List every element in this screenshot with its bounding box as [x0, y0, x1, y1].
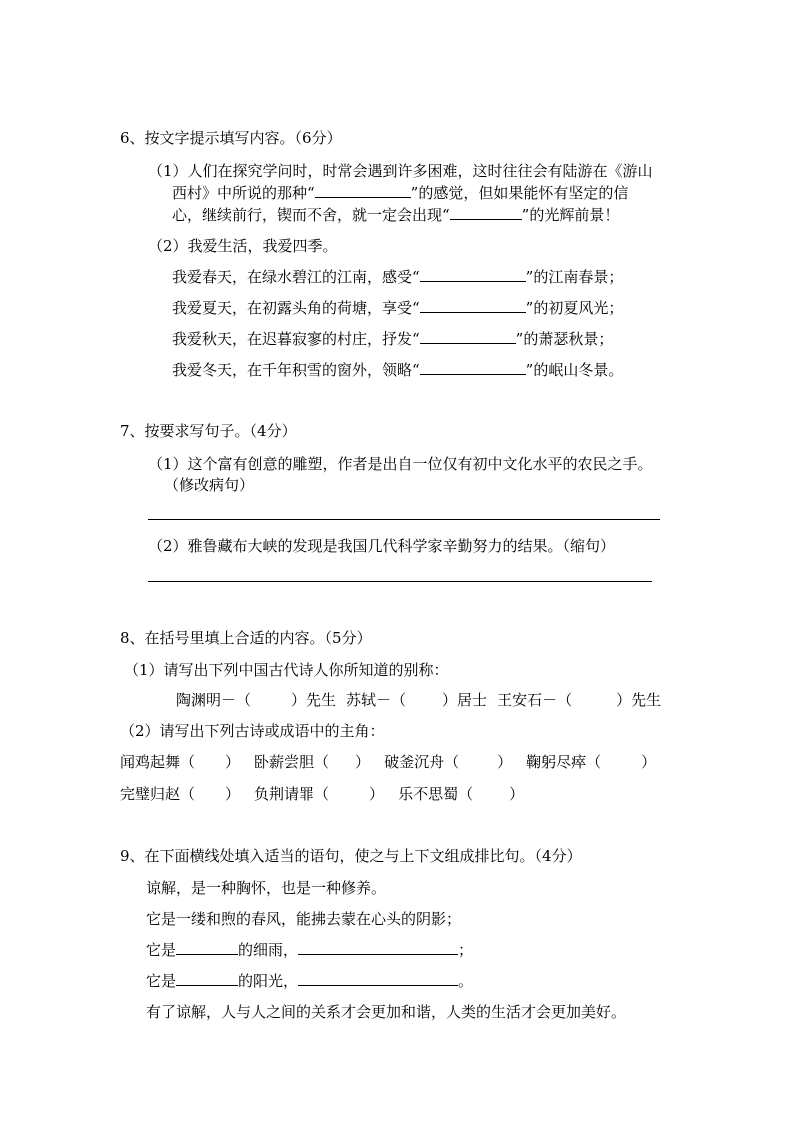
q7-part2: （2）雅鲁藏布大峡的发现是我国几代科学家辛勤努力的结果。（缩句） — [148, 537, 616, 555]
idiom-4: 鞠躬尽瘁（ — [526, 753, 602, 771]
q8-poets-line — [176, 690, 661, 710]
q6-winter-text-b: ”的岷山冬景。 — [525, 361, 624, 379]
q9-line-3 — [146, 940, 473, 960]
q6-part1-line1: （1）人们在探究学问时，时常会遇到许多困难，这时往往会有陆游在《游山 — [148, 162, 653, 180]
q6-part1-line3 — [172, 205, 619, 225]
poet-su-prefix: 苏轼－（ — [346, 691, 407, 709]
idiom-3: 破釜沉舟（ — [384, 753, 460, 771]
q6-autumn-text-b: ”的萧瑟秋景； — [515, 330, 614, 348]
q6-summer-text-a: 我爱夏天，在初露头角的荷塘，享受“ — [172, 299, 420, 317]
q6-autumn-text-a: 我爱秋天，在迟暮寂寥的村庄，抒发“ — [172, 330, 420, 348]
idiom-close: ） — [497, 753, 513, 771]
q8-part2: （2）请写出下列古诗或成语中的主角： — [120, 722, 385, 740]
q6-winter-line — [172, 360, 623, 380]
q6-part2-title: （2）我爱生活，我爱四季。 — [148, 237, 338, 255]
answer-line[interactable] — [148, 519, 660, 520]
q9-line3-text-a: 它是 — [146, 941, 177, 959]
q6-spring-line — [172, 267, 623, 287]
q9-line3-text-c: ； — [458, 941, 474, 959]
q9-line4-text-c: 。 — [458, 972, 474, 990]
idiom-close: ） — [355, 753, 371, 771]
q7-part1-line2: （修改病句） — [164, 476, 255, 494]
q8-idiom-row-2 — [120, 784, 524, 804]
q9-line-2: 它是一缕和煦的春风，能拂去蒙在心头的阴影； — [146, 910, 462, 928]
q9-line-4 — [146, 971, 473, 991]
q6-title: 6、按文字提示填写内容。（6分） — [120, 129, 342, 147]
idiom-close: ） — [641, 753, 657, 771]
q6-part1-text-b: ”的感觉，但如果能怀有坚定的信 — [410, 184, 629, 202]
poet-su-suffix: ）居士 — [442, 691, 488, 709]
q9-line-5: 有了谅解，人与人之间的关系才会更加和谐，人类的生活才会更加美好。 — [146, 1003, 627, 1021]
q6-winter-text-a: 我爱冬天，在千年积雪的窗外，领略“ — [172, 361, 420, 379]
idiom-close: ） — [225, 785, 241, 803]
answer-blank[interactable] — [298, 940, 458, 955]
idiom-close: ） — [509, 785, 525, 803]
answer-blank[interactable] — [420, 267, 526, 282]
poet-wang-suffix: ）先生 — [616, 691, 662, 709]
q8-part1: （1）请写出下列中国古代诗人你所知道的别称： — [124, 661, 449, 679]
idiom-6: 负荆请罪（ — [254, 785, 330, 803]
idiom-1: 闻鸡起舞（ — [120, 753, 196, 771]
q6-part1-text-a: 西村》中所说的那种“ — [172, 184, 315, 202]
q6-part1-text-d: ”的光辉前景！ — [521, 206, 620, 224]
q6-summer-text-b: ”的初夏风光； — [525, 299, 624, 317]
q8-idiom-row-1 — [120, 752, 656, 772]
answer-blank[interactable] — [420, 298, 526, 313]
idiom-2: 卧薪尝胆（ — [254, 753, 330, 771]
answer-blank[interactable] — [450, 205, 522, 220]
q6-part1-text-c: 心，继续前行，锲而不舍，就一定会出现“ — [172, 206, 450, 224]
q9-line-1: 谅解，是一种胸怀，也是一种修养。 — [146, 879, 387, 897]
answer-line[interactable] — [148, 581, 652, 582]
q6-part1-line2 — [172, 183, 628, 203]
q8-title: 8、在括号里填上合适的内容。（5分） — [120, 629, 372, 647]
answer-blank[interactable] — [420, 360, 526, 375]
poet-wang-prefix: 王安石－（ — [497, 691, 573, 709]
idiom-close: ） — [369, 785, 385, 803]
answer-blank[interactable] — [315, 183, 411, 198]
q6-spring-text-a: 我爱春天，在绿水碧江的江南，感受“ — [172, 268, 420, 286]
q6-summer-line — [172, 298, 623, 318]
idiom-5: 完璧归赵（ — [120, 785, 196, 803]
poet-tao-prefix: 陶渊明－（ — [176, 691, 252, 709]
q9-line4-text-b: 的阳光， — [238, 972, 299, 990]
q7-part1-line1: （1）这个富有创意的雕塑，作者是出自一位仅有初中文化水平的农民之手。 — [148, 455, 653, 473]
q9-line3-text-b: 的细雨， — [238, 941, 299, 959]
answer-blank[interactable] — [298, 971, 458, 986]
poet-tao-suffix: ）先生 — [291, 691, 337, 709]
q7-title: 7、按要求写句子。（4分） — [120, 422, 297, 440]
answer-blank[interactable] — [176, 971, 238, 986]
q6-autumn-line — [172, 329, 613, 349]
q6-spring-text-b: ”的江南春景； — [525, 268, 624, 286]
q9-title: 9、在下面横线处填入适当的语句，使之与上下文组成排比句。（4分） — [120, 847, 582, 865]
q9-line4-text-a: 它是 — [146, 972, 177, 990]
answer-blank[interactable] — [420, 329, 516, 344]
answer-blank[interactable] — [176, 940, 238, 955]
idiom-close: ） — [225, 753, 241, 771]
idiom-7: 乐不思蜀（ — [398, 785, 474, 803]
